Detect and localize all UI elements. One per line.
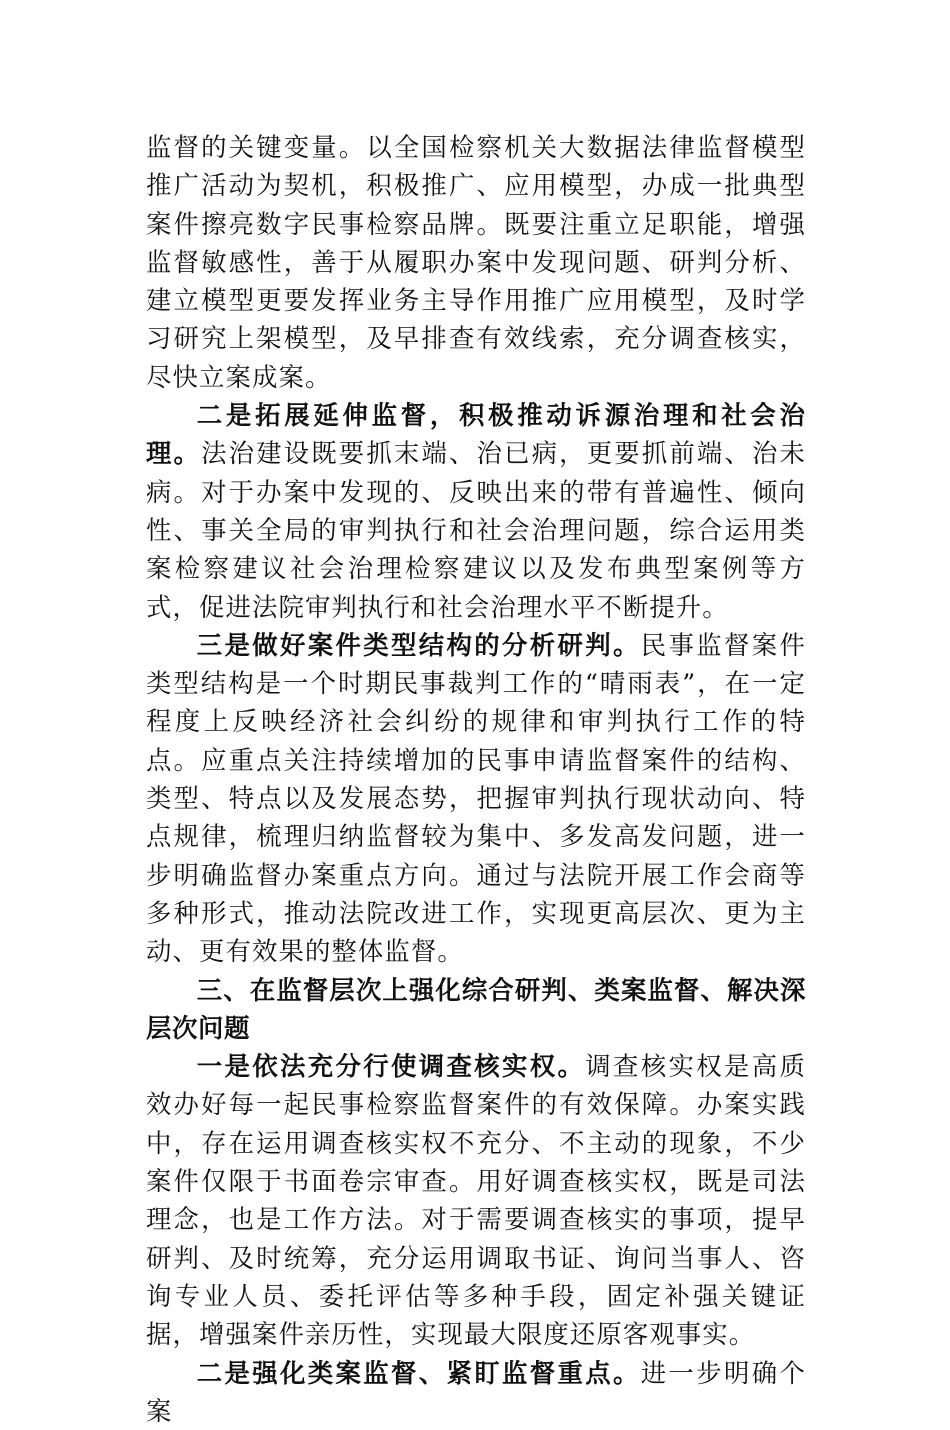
paragraph-5 [146,1354,806,1430]
paragraph-text: 调查核实权是高质效办好每一起民事检察监督案件的有效保障。办案实践中，存在运用调查核实权不充分、不主动的现象，不少案件仅限于书面卷宗审查。用好调查核实权，既是司法理念，也是工作方法。对于需要调查核实的事项，提早研判、及时统筹，充分运用调取书证、询问当事人、咨询专业人员、委托评估等多种手段，固定补强关键证据，增强案件亲历性，实现最大限度还原客观事实。 [146,1051,806,1349]
paragraph-4 [146,1047,806,1353]
paragraph-text: 进一步明确个案 [146,1358,806,1426]
paragraph-continued [146,128,806,396]
paragraph-2 [146,396,806,626]
document-body [146,128,806,1430]
paragraph-text: 民事监督案件类型结构是一个时期民事裁判工作的“晴雨表”，在一定程度上反映经济社会纠纷的规律和审判执行工作的特点。应重点关注持续增加的民事申请监督案件的结构、类型、特点以及发展态势，把握审判执行现状动向、特点规律，梳理归纳监督较为集中、多发高发问题，进一步明确监督办案重点方向。通过与法院开展工作会商等多种形式，推动法院改进工作，实现更高层次、更为主动、更有效果的整体监督。 [146,630,806,966]
paragraph-lead: 二是拓展延伸监督，积极推动诉源治理和社会治理。 [146,400,806,468]
section-heading: 三、在监督层次上强化综合研判、类案监督、解决深层次问题 [146,971,806,1048]
paragraph-lead: 一是依法充分行使调查核实权。 [197,1051,585,1081]
paragraph-lead: 二是强化类案监督、紧盯监督重点。 [197,1358,641,1388]
paragraph-lead: 三是做好案件类型结构的分析研判。 [197,630,641,660]
paragraph-text: 法治建设既要抓末端、治已病，更要抓前端、治未病。对于办案中发现的、反映出来的带有普遍性、倾向性、事关全局的审判执行和社会治理问题，综合运用类案检察建议社会治理检察建议以及发布典型案例等方式，促进法院审判执行和社会治理水平不断提升。 [146,438,806,621]
paragraph-3 [146,626,806,971]
paragraph-text: 监督的关键变量。以全国检察机关大数据法律监督模型推广活动为契机，积极推广、应用模型，办成一批典型案件擦亮数字民事检察品牌。既要注重立足职能，增强监督敏感性，善于从履职办案中发现问题、研判分析、建立模型更要发挥业务主导作用推广应用模型，及时学习研究上架模型，及早排查有效线索，充分调查核实，尽快立案成案。 [146,132,806,392]
